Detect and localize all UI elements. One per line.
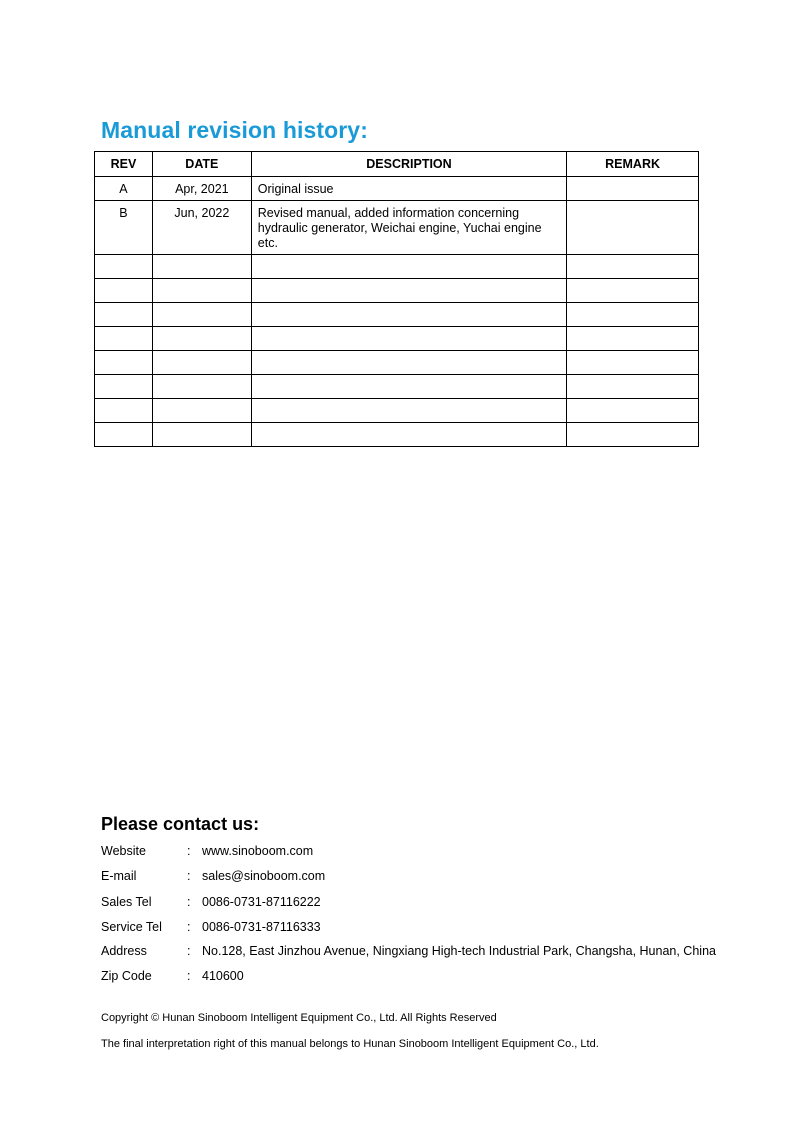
empty-cell [251, 399, 566, 423]
header-date: DATE [152, 152, 251, 177]
empty-cell [152, 375, 251, 399]
table-row-empty [95, 303, 699, 327]
empty-cell [251, 279, 566, 303]
empty-cell [567, 303, 699, 327]
empty-cell [567, 351, 699, 375]
empty-cell [95, 327, 153, 351]
contact-separator: : [187, 944, 191, 958]
empty-cell [251, 255, 566, 279]
empty-cell [251, 351, 566, 375]
contact-list [101, 844, 721, 984]
cell-date: Jun, 2022 [152, 201, 251, 255]
contact-separator: : [187, 844, 191, 858]
contact-row-sales-tel [101, 895, 721, 910]
empty-cell [567, 375, 699, 399]
empty-cell [567, 279, 699, 303]
contact-separator: : [187, 920, 191, 934]
empty-cell [567, 327, 699, 351]
empty-cell [567, 423, 699, 447]
empty-cell [95, 375, 153, 399]
empty-cell [152, 399, 251, 423]
empty-cell [251, 375, 566, 399]
contact-separator: : [187, 969, 191, 983]
empty-cell [152, 423, 251, 447]
website-link[interactable]: www.sinoboom.com [202, 844, 314, 858]
contact-row-email [101, 869, 721, 884]
cell-remark [567, 201, 699, 255]
contact-title: Please contact us: [101, 814, 260, 834]
header-description: DESCRIPTION [251, 152, 566, 177]
header-remark: REMARK [567, 152, 699, 177]
contact-label: Zip Code [101, 969, 152, 983]
empty-cell [95, 399, 153, 423]
zip-code-value: 410600 [202, 969, 244, 983]
contact-label: Website [101, 844, 146, 858]
email-link[interactable]: sales@sinoboom.com [202, 869, 326, 883]
contact-row-zip-code [101, 969, 721, 984]
contact-label: Sales Tel [101, 895, 152, 909]
table-row [95, 201, 699, 255]
table-row-empty [95, 423, 699, 447]
contact-label: E-mail [101, 869, 137, 883]
table-row-empty [95, 399, 699, 423]
table-row-empty [95, 279, 699, 303]
service-tel-value: 0086-0731-87116333 [202, 920, 321, 934]
empty-cell [251, 327, 566, 351]
contact-separator: : [187, 869, 191, 883]
cell-description: Original issue [251, 177, 566, 201]
table-row [95, 177, 699, 201]
revision-history-title: Manual revision history: [101, 117, 368, 143]
empty-cell [152, 255, 251, 279]
cell-date: Apr, 2021 [152, 177, 251, 201]
cell-rev: B [95, 201, 153, 255]
cell-description: Revised manual, added information concerning hydraulic generator, Weichai engine, Yuchai engine etc. [251, 201, 566, 255]
cell-remark [567, 177, 699, 201]
empty-cell [95, 303, 153, 327]
table-row-empty [95, 351, 699, 375]
table-row-empty [95, 327, 699, 351]
contact-row-website [101, 844, 721, 859]
contact-separator: : [187, 895, 191, 909]
empty-cell [251, 303, 566, 327]
table-row-empty [95, 255, 699, 279]
copyright-notice: Copyright © Hunan Sinoboom Intelligent Equipment Co., Ltd. All Rights Reserved [101, 1012, 497, 1024]
empty-cell [567, 399, 699, 423]
empty-cell [152, 351, 251, 375]
address-value: No.128, East Jinzhou Avenue, Ningxiang High-tech Industrial Park, Changsha, Hunan, China [202, 944, 716, 958]
contact-row-address [101, 944, 721, 959]
empty-cell [95, 255, 153, 279]
contact-row-service-tel [101, 920, 721, 935]
contact-label: Service Tel [101, 920, 162, 934]
empty-cell [95, 279, 153, 303]
revision-table [94, 151, 699, 447]
empty-cell [95, 351, 153, 375]
table-header-row [95, 152, 699, 177]
sales-tel-value: 0086-0731-87116222 [202, 895, 321, 909]
empty-cell [152, 327, 251, 351]
interpretation-notice: The final interpretation right of this manual belongs to Hunan Sinoboom Intelligent Equipment Co., Ltd. [101, 1038, 599, 1050]
empty-cell [567, 255, 699, 279]
empty-cell [95, 423, 153, 447]
table-row-empty [95, 375, 699, 399]
header-rev: REV [95, 152, 153, 177]
empty-cell [152, 279, 251, 303]
contact-label: Address [101, 944, 147, 958]
cell-rev: A [95, 177, 153, 201]
empty-cell [251, 423, 566, 447]
empty-cell [152, 303, 251, 327]
